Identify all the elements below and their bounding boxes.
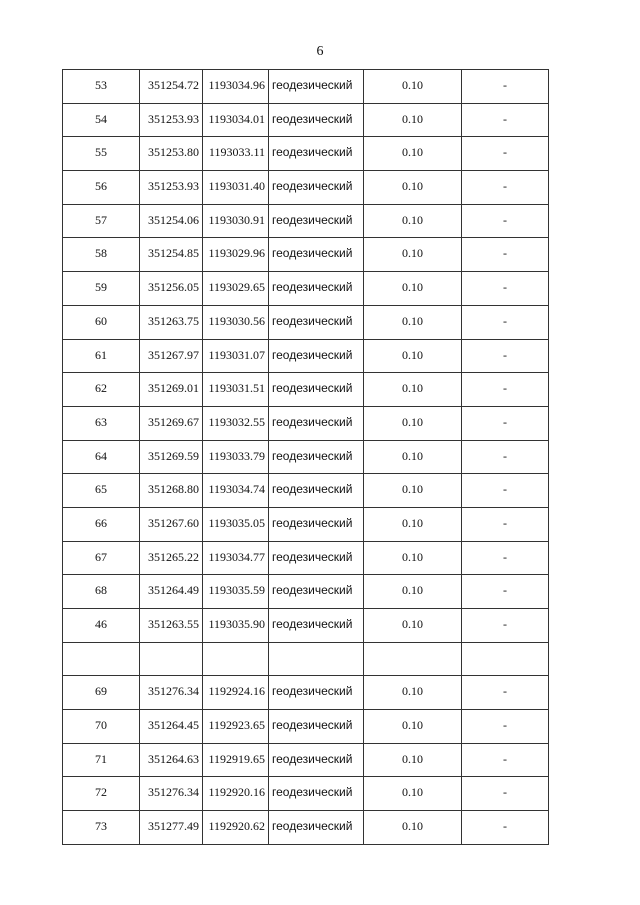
coordinates-table-body bbox=[63, 70, 549, 845]
method-cell: геодезический bbox=[269, 272, 364, 306]
y-coordinate-cell bbox=[203, 642, 269, 676]
method-cell: геодезический bbox=[269, 507, 364, 541]
point-number-cell: 65 bbox=[63, 474, 140, 508]
y-coordinate-cell: 1193029.96 bbox=[203, 238, 269, 272]
x-coordinate-cell: 351269.01 bbox=[140, 373, 203, 407]
point-number-cell: 66 bbox=[63, 507, 140, 541]
y-coordinate-cell: 1193029.65 bbox=[203, 272, 269, 306]
method-cell: геодезический bbox=[269, 373, 364, 407]
table-row bbox=[63, 305, 549, 339]
y-coordinate-cell: 1193035.90 bbox=[203, 609, 269, 643]
accuracy-cell: 0.10 bbox=[364, 238, 462, 272]
method-cell: геодезический bbox=[269, 474, 364, 508]
table-row bbox=[63, 440, 549, 474]
table-row bbox=[63, 777, 549, 811]
x-coordinate-cell: 351254.85 bbox=[140, 238, 203, 272]
point-number-cell: 62 bbox=[63, 373, 140, 407]
point-number-cell: 73 bbox=[63, 811, 140, 845]
note-cell: - bbox=[462, 575, 549, 609]
y-coordinate-cell: 1192920.16 bbox=[203, 777, 269, 811]
y-coordinate-cell: 1193035.05 bbox=[203, 507, 269, 541]
accuracy-cell: 0.10 bbox=[364, 474, 462, 508]
x-coordinate-cell: 351253.93 bbox=[140, 171, 203, 205]
note-cell: - bbox=[462, 710, 549, 744]
point-number-cell: 69 bbox=[63, 676, 140, 710]
table-row bbox=[63, 238, 549, 272]
y-coordinate-cell: 1193031.07 bbox=[203, 339, 269, 373]
note-cell: - bbox=[462, 406, 549, 440]
accuracy-cell: 0.10 bbox=[364, 676, 462, 710]
x-coordinate-cell: 351254.06 bbox=[140, 204, 203, 238]
table-row bbox=[63, 204, 549, 238]
y-coordinate-cell: 1193035.59 bbox=[203, 575, 269, 609]
note-cell: - bbox=[462, 811, 549, 845]
y-coordinate-cell: 1193030.91 bbox=[203, 204, 269, 238]
accuracy-cell: 0.10 bbox=[364, 70, 462, 104]
method-cell: геодезический bbox=[269, 777, 364, 811]
point-number-cell: 61 bbox=[63, 339, 140, 373]
note-cell bbox=[462, 642, 549, 676]
table-row bbox=[63, 507, 549, 541]
table-row bbox=[63, 70, 549, 104]
method-cell: геодезический bbox=[269, 137, 364, 171]
point-number-cell: 64 bbox=[63, 440, 140, 474]
method-cell: геодезический bbox=[269, 339, 364, 373]
y-coordinate-cell: 1193034.74 bbox=[203, 474, 269, 508]
note-cell: - bbox=[462, 676, 549, 710]
table-row bbox=[63, 103, 549, 137]
method-cell: геодезический bbox=[269, 743, 364, 777]
method-cell: геодезический bbox=[269, 811, 364, 845]
point-number-cell: 57 bbox=[63, 204, 140, 238]
method-cell: геодезический bbox=[269, 305, 364, 339]
accuracy-cell: 0.10 bbox=[364, 609, 462, 643]
point-number-cell: 55 bbox=[63, 137, 140, 171]
y-coordinate-cell: 1192920.62 bbox=[203, 811, 269, 845]
note-cell: - bbox=[462, 609, 549, 643]
accuracy-cell: 0.10 bbox=[364, 541, 462, 575]
y-coordinate-cell: 1193032.55 bbox=[203, 406, 269, 440]
table-row bbox=[63, 339, 549, 373]
table-row bbox=[63, 575, 549, 609]
x-coordinate-cell: 351264.45 bbox=[140, 710, 203, 744]
method-cell bbox=[269, 642, 364, 676]
y-coordinate-cell: 1193034.01 bbox=[203, 103, 269, 137]
note-cell: - bbox=[462, 204, 549, 238]
method-cell: геодезический bbox=[269, 609, 364, 643]
point-number-cell: 72 bbox=[63, 777, 140, 811]
accuracy-cell: 0.10 bbox=[364, 305, 462, 339]
point-number-cell: 70 bbox=[63, 710, 140, 744]
table-row bbox=[63, 272, 549, 306]
x-coordinate-cell: 351263.75 bbox=[140, 305, 203, 339]
method-cell: геодезический bbox=[269, 171, 364, 205]
method-cell: геодезический bbox=[269, 710, 364, 744]
table-row bbox=[63, 811, 549, 845]
y-coordinate-cell: 1193033.11 bbox=[203, 137, 269, 171]
table-row bbox=[63, 474, 549, 508]
method-cell: геодезический bbox=[269, 406, 364, 440]
y-coordinate-cell: 1193031.51 bbox=[203, 373, 269, 407]
note-cell: - bbox=[462, 272, 549, 306]
x-coordinate-cell bbox=[140, 642, 203, 676]
x-coordinate-cell: 351256.05 bbox=[140, 272, 203, 306]
table-row bbox=[63, 171, 549, 205]
table-row bbox=[63, 373, 549, 407]
accuracy-cell: 0.10 bbox=[364, 743, 462, 777]
coordinates-table bbox=[62, 69, 549, 845]
table-row bbox=[63, 642, 549, 676]
method-cell: геодезический bbox=[269, 238, 364, 272]
note-cell: - bbox=[462, 541, 549, 575]
accuracy-cell bbox=[364, 642, 462, 676]
x-coordinate-cell: 351269.59 bbox=[140, 440, 203, 474]
x-coordinate-cell: 351267.97 bbox=[140, 339, 203, 373]
y-coordinate-cell: 1193030.56 bbox=[203, 305, 269, 339]
accuracy-cell: 0.10 bbox=[364, 171, 462, 205]
note-cell: - bbox=[462, 507, 549, 541]
point-number-cell: 59 bbox=[63, 272, 140, 306]
method-cell: геодезический bbox=[269, 575, 364, 609]
method-cell: геодезический bbox=[269, 204, 364, 238]
y-coordinate-cell: 1193034.77 bbox=[203, 541, 269, 575]
point-number-cell bbox=[63, 642, 140, 676]
method-cell: геодезический bbox=[269, 541, 364, 575]
note-cell: - bbox=[462, 103, 549, 137]
x-coordinate-cell: 351276.34 bbox=[140, 777, 203, 811]
x-coordinate-cell: 351253.93 bbox=[140, 103, 203, 137]
y-coordinate-cell: 1193033.79 bbox=[203, 440, 269, 474]
point-number-cell: 54 bbox=[63, 103, 140, 137]
accuracy-cell: 0.10 bbox=[364, 811, 462, 845]
accuracy-cell: 0.10 bbox=[364, 710, 462, 744]
accuracy-cell: 0.10 bbox=[364, 204, 462, 238]
note-cell: - bbox=[462, 171, 549, 205]
x-coordinate-cell: 351264.63 bbox=[140, 743, 203, 777]
accuracy-cell: 0.10 bbox=[364, 777, 462, 811]
point-number-cell: 53 bbox=[63, 70, 140, 104]
table-row bbox=[63, 406, 549, 440]
point-number-cell: 46 bbox=[63, 609, 140, 643]
method-cell: геодезический bbox=[269, 676, 364, 710]
x-coordinate-cell: 351267.60 bbox=[140, 507, 203, 541]
table-row bbox=[63, 137, 549, 171]
note-cell: - bbox=[462, 440, 549, 474]
note-cell: - bbox=[462, 373, 549, 407]
accuracy-cell: 0.10 bbox=[364, 440, 462, 474]
y-coordinate-cell: 1192924.16 bbox=[203, 676, 269, 710]
note-cell: - bbox=[462, 305, 549, 339]
note-cell: - bbox=[462, 70, 549, 104]
table-row bbox=[63, 676, 549, 710]
method-cell: геодезический bbox=[269, 70, 364, 104]
accuracy-cell: 0.10 bbox=[364, 137, 462, 171]
table-row bbox=[63, 710, 549, 744]
x-coordinate-cell: 351268.80 bbox=[140, 474, 203, 508]
point-number-cell: 60 bbox=[63, 305, 140, 339]
accuracy-cell: 0.10 bbox=[364, 339, 462, 373]
note-cell: - bbox=[462, 238, 549, 272]
accuracy-cell: 0.10 bbox=[364, 373, 462, 407]
note-cell: - bbox=[462, 137, 549, 171]
table-row bbox=[63, 609, 549, 643]
note-cell: - bbox=[462, 777, 549, 811]
point-number-cell: 63 bbox=[63, 406, 140, 440]
y-coordinate-cell: 1192923.65 bbox=[203, 710, 269, 744]
accuracy-cell: 0.10 bbox=[364, 507, 462, 541]
table-row bbox=[63, 743, 549, 777]
table-row bbox=[63, 541, 549, 575]
point-number-cell: 71 bbox=[63, 743, 140, 777]
x-coordinate-cell: 351265.22 bbox=[140, 541, 203, 575]
note-cell: - bbox=[462, 743, 549, 777]
method-cell: геодезический bbox=[269, 103, 364, 137]
note-cell: - bbox=[462, 474, 549, 508]
page-number: 6 bbox=[316, 44, 324, 59]
x-coordinate-cell: 351263.55 bbox=[140, 609, 203, 643]
x-coordinate-cell: 351264.49 bbox=[140, 575, 203, 609]
accuracy-cell: 0.10 bbox=[364, 272, 462, 306]
y-coordinate-cell: 1193031.40 bbox=[203, 171, 269, 205]
method-cell: геодезический bbox=[269, 440, 364, 474]
point-number-cell: 58 bbox=[63, 238, 140, 272]
x-coordinate-cell: 351254.72 bbox=[140, 70, 203, 104]
x-coordinate-cell: 351253.80 bbox=[140, 137, 203, 171]
point-number-cell: 68 bbox=[63, 575, 140, 609]
x-coordinate-cell: 351276.34 bbox=[140, 676, 203, 710]
x-coordinate-cell: 351269.67 bbox=[140, 406, 203, 440]
point-number-cell: 67 bbox=[63, 541, 140, 575]
point-number-cell: 56 bbox=[63, 171, 140, 205]
y-coordinate-cell: 1193034.96 bbox=[203, 70, 269, 104]
note-cell: - bbox=[462, 339, 549, 373]
accuracy-cell: 0.10 bbox=[364, 575, 462, 609]
y-coordinate-cell: 1192919.65 bbox=[203, 743, 269, 777]
x-coordinate-cell: 351277.49 bbox=[140, 811, 203, 845]
accuracy-cell: 0.10 bbox=[364, 406, 462, 440]
accuracy-cell: 0.10 bbox=[364, 103, 462, 137]
